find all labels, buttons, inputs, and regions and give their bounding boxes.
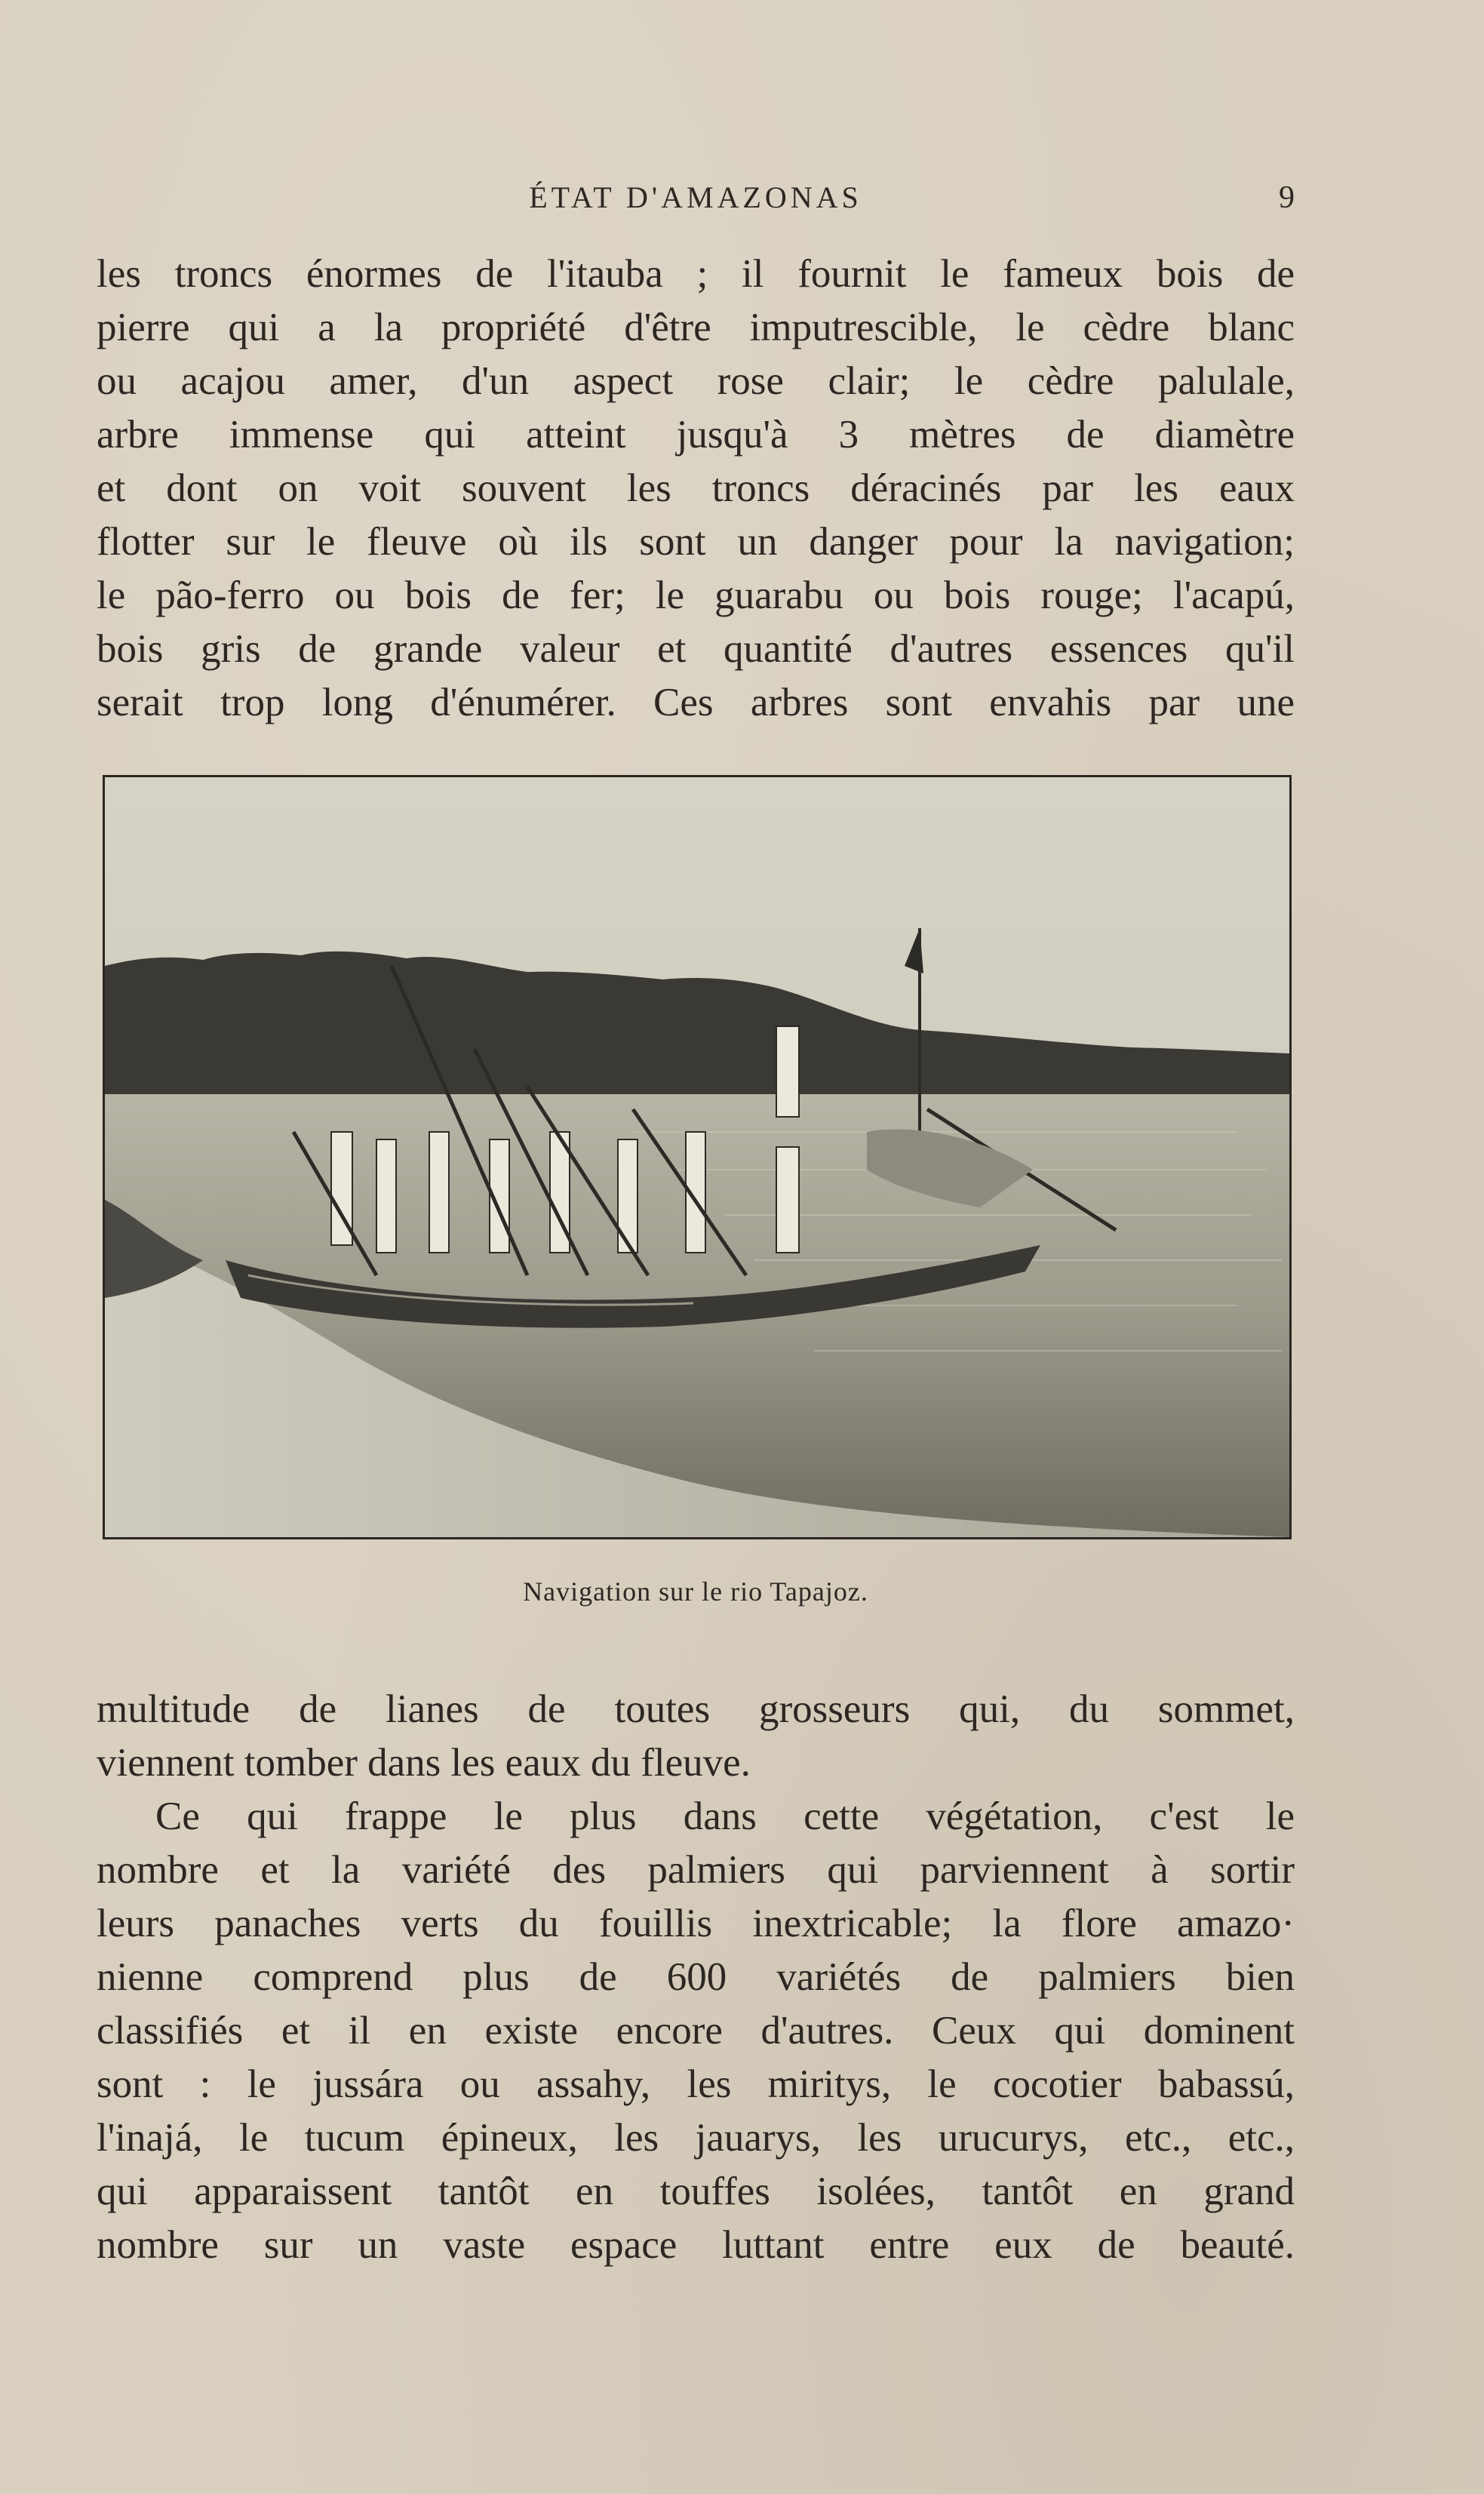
- text-line: le pão-ferro ou bois de fer; le guarabu ou bois rouge; l'acapú,: [97, 574, 1295, 617]
- text-line: sont : le jussára ou assahy, les miritys, le cocotier babassú,: [97, 2062, 1295, 2106]
- text-line: nienne comprend plus de 600 variétés de palmiers bien: [97, 1955, 1295, 1999]
- text-line: bois gris de grande valeur et quantité d'autres essences qu'il: [97, 627, 1295, 671]
- text-line: multitude de lianes de toutes grosseurs qui, du sommet,: [97, 1687, 1295, 1731]
- standing-figure: [776, 1026, 799, 1117]
- text-line: nombre et la variété des palmiers qui parviennent à sortir: [97, 1848, 1295, 1892]
- text-line: leurs panaches verts du fouillis inextricable; la flore amazo·: [97, 1902, 1295, 1945]
- rower-figure: [376, 1139, 396, 1253]
- text-line: et dont on voit souvent les troncs déracinés par les eaux: [97, 466, 1295, 510]
- rower-figure: [776, 1147, 799, 1253]
- text-line: l'inajá, le tucum épineux, les jauarys, les urucurys, etc., etc.,: [97, 2116, 1295, 2160]
- paragraph-top: [97, 248, 1295, 730]
- text-line: ou acajou amer, d'un aspect rose clair; le cèdre palulale,: [97, 359, 1295, 403]
- paragraph-bottom: [97, 1683, 1295, 2272]
- river-navigation-photo: [103, 775, 1292, 1539]
- rower-figure: [429, 1132, 449, 1253]
- running-head: [97, 180, 1295, 225]
- running-title: ÉTAT D'AMAZONAS: [529, 180, 862, 214]
- text-line: qui apparaissent tantôt en touffes isolées, tantôt en grand: [97, 2170, 1295, 2213]
- text-line: classifiés et il en existe encore d'autres. Ceux qui dominent: [97, 2009, 1295, 2053]
- text-line: arbre immense qui atteint jusqu'à 3 mètres de diamètre: [97, 413, 1295, 457]
- text-line: pierre qui a la propriété d'être imputrescible, le cèdre blanc: [97, 306, 1295, 349]
- text-line: serait trop long d'énumérer. Ces arbres sont envahis par une: [97, 681, 1295, 724]
- text-line: flotter sur le fleuve où ils sont un danger pour la navigation;: [97, 520, 1295, 564]
- photo-illustration: [105, 777, 1289, 1537]
- text-line: viennent tomber dans les eaux du fleuve.: [97, 1741, 751, 1785]
- text-line: Ce qui frappe le plus dans cette végétation, c'est le: [155, 1794, 1295, 1838]
- text-line: nombre sur un vaste espace luttant entre eux de beauté.: [97, 2223, 1295, 2267]
- figure-caption: Navigation sur le rio Tapajoz.: [523, 1576, 868, 1607]
- page-number: 9: [1279, 180, 1295, 215]
- text-line: les troncs énormes de l'itauba ; il fournit le fameux bois de: [97, 252, 1295, 296]
